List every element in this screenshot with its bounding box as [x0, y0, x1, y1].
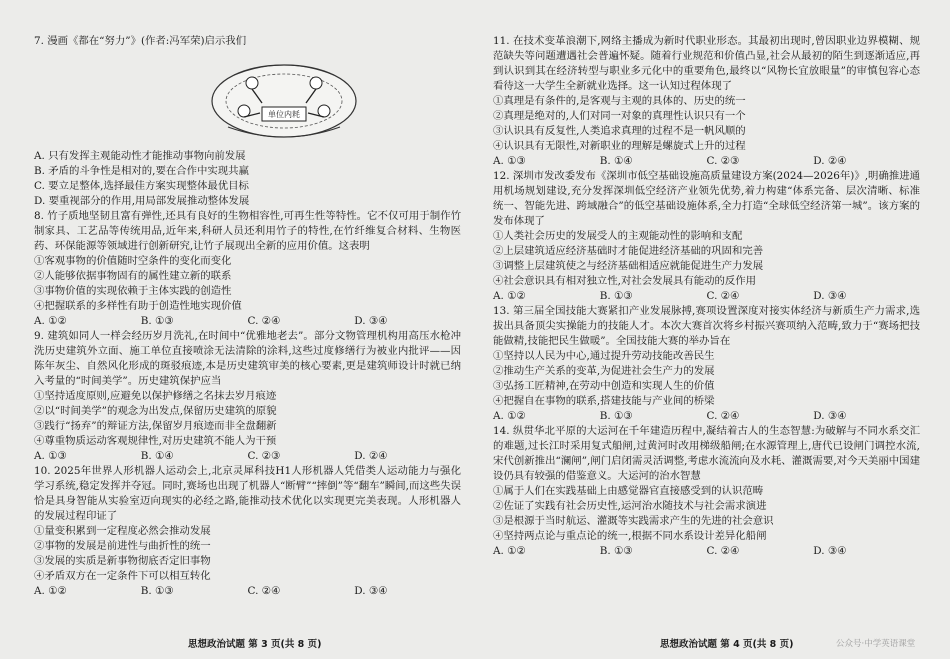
statement-3: ③践行“扬弃”的辩证方法,保留岁月痕迹而非全盘翻新 [34, 420, 277, 432]
cartoon-illustration [204, 53, 364, 145]
question-9 [34, 329, 461, 464]
statement-1: ①客观事物的价值随时空条件的变化而变化 [34, 255, 232, 267]
statement-1: ①坚持适度原则,应避免以保护修缮之名抹去岁月痕迹 [34, 390, 277, 402]
statement-2: ②佐证了实践有社会历史性,运河治水随技术与社会需求演进 [493, 500, 767, 512]
choice-d: D. ③④ [354, 315, 388, 327]
choice-a: A. ①② [493, 545, 526, 557]
answer-choices [34, 584, 461, 599]
statement-1: ①属于人们在实践基础上由感觉器官直接感受到的认识范畴 [493, 485, 764, 497]
statement-4: ④矛盾双方在一定条件下可以相互转化 [34, 570, 211, 582]
statement-1: ①坚持以人民为中心,通过提升劳动技能改善民生 [493, 350, 715, 362]
option-d: D. 要重视部分的作用,用局部发展推动整体发展 [34, 195, 250, 207]
statement-2: ②上层建筑适应经济基础时才能促进经济基础的巩固和完善 [493, 245, 764, 257]
statement-2: ②事物的发展是前进性与曲折性的统一 [34, 540, 211, 552]
choice-b: B. ①④ [140, 450, 174, 462]
statement-1: ①真理是有条件的,是客观与主观的具体的、历史的统一 [493, 95, 746, 107]
choice-c: C. ②④ [247, 585, 281, 597]
statement-3: ③调整上层建筑使之与经济基础相适应就能促进生产力发展 [493, 260, 764, 272]
choice-b: B. ①③ [599, 545, 633, 557]
statement-2: ②推动生产关系的变革,为促进社会生产力的发展 [493, 365, 715, 377]
choice-c: C. ②③ [706, 155, 740, 167]
right-page [475, 0, 950, 659]
statement-3: ③发展的实质是新事物彻底否定旧事物 [34, 555, 211, 567]
choice-c: C. ②④ [706, 410, 740, 422]
choice-a: A. ①③ [34, 450, 67, 462]
choice-a: A. ①② [493, 410, 526, 422]
answer-choices [34, 449, 461, 464]
option-b: B. 矛盾的斗争性是相对的,要在合作中实现共赢 [34, 165, 249, 177]
answer-choices [34, 314, 461, 329]
choice-d: D. ③④ [354, 585, 388, 597]
statement-1: ①量变积累到一定程度必然会推动发展 [34, 525, 211, 537]
choice-a: A. ①② [34, 585, 67, 597]
question-stem: 10. 2025年世界人形机器人运动会上,北京灵犀科技H1人形机器人凭借类人运动能力与强化学习系统,稳定发挥并夺冠。同时,赛场也出现了机器人“断臂”“摔倒”等“翻车”瞬间,而这些失误恰是具身智能从实验室迈向现实的必经之路,能推动技术优化以实现更完美表现。人形机器人的发展过程印证了 [34, 465, 461, 522]
watermark: 公众号·中学英语课堂 [836, 639, 916, 649]
statement-3: ③弘扬工匠精神,在劳动中创造和实现人生的价值 [493, 380, 715, 392]
question-7 [34, 34, 461, 209]
question-12 [493, 169, 920, 304]
statement-3: ③事物价值的实现依赖于主体实践的创造性 [34, 285, 232, 297]
statement-4: ④认识具有无限性,对新职业的理解是螺旋式上升的过程 [493, 140, 746, 152]
statement-4: ④尊重物质运动客观规律性,对历史建筑不能人为干预 [34, 435, 277, 447]
statement-2: ②以“时间美学”的观念为出发点,保留历史建筑的原貌 [34, 405, 277, 417]
choice-b: B. ①③ [599, 290, 633, 302]
answer-choices [493, 409, 920, 424]
statement-4: ④坚持两点论与重点论的统一,根据不同水系设计差异化船闸 [493, 530, 767, 542]
choice-a: A. ①② [493, 290, 526, 302]
option-a: A. 只有发挥主观能动性才能推动事物向前发展 [34, 150, 246, 162]
statement-4: ④把握自在事物的联系,搭建技能与产业间的桥梁 [493, 395, 715, 407]
choice-b: B. ①③ [140, 585, 174, 597]
choice-c: C. ②④ [706, 290, 740, 302]
statement-4: ④社会意识具有相对独立性,对社会发展具有能动的反作用 [493, 275, 757, 287]
page-footer-left: 思想政治试题 第 3 页(共 8 页) [188, 639, 322, 650]
question-stem: 7. 漫画《都在“努力”》(作者:冯军荣)启示我们 [34, 35, 247, 47]
choice-d: D. ③④ [813, 410, 847, 422]
answer-choices [493, 544, 920, 559]
choice-d: D. ③④ [813, 545, 847, 557]
choice-b: B. ①③ [140, 315, 174, 327]
statement-1: ①人类社会历史的发展受人的主观能动性的影响和支配 [493, 230, 743, 242]
question-stem: 9. 建筑如同人一样会经历岁月洗礼,在时间中“优雅地老去”。部分文物管理机构用高压水枪冲洗历史建筑外立面、施工单位直接喷涂无法清除的涂料,这些过度修缮行为被业内批评——因陈年灰尘、自然风化形成的斑驳痕迹,本是历史建筑审美的核心要素,更是建筑师设计时就已纳入考量的“时间美学”。历史建筑保护应当 [34, 330, 461, 387]
answer-choices [493, 289, 920, 304]
question-11 [493, 34, 920, 169]
choice-b: B. ①④ [599, 155, 633, 167]
statement-3: ③是根源于当时航运、灌溉等实践需求产生的先进的社会意识 [493, 515, 774, 527]
choice-a: A. ①③ [493, 155, 526, 167]
question-10 [34, 464, 461, 599]
question-stem: 13. 第三届全国技能大赛紧扣产业发展脉搏,赛项设置深度对接实体经济与新质生产力需求,选拔出具备顶尖实操能力的技能人才。本次大赛首次将乡村振兴赛项纳入范畴,致力于“赛场把技能做精,技能把民生做暖”。全国技能大赛的举办旨在 [493, 305, 920, 347]
answer-choices [493, 154, 920, 169]
question-14 [493, 424, 920, 559]
statement-2: ②真理是绝对的,人们对同一对象的真理性认识只有一个 [493, 110, 746, 122]
question-stem: 14. 纵贯华北平原的大运河在千年建造历程中,凝结着古人的生态智慧:为破解与不同水系交汇的难题,过长江时采用复式船闸,过黄河时改用梯级船闸;在水源管理上,唐代已设闸门调控水流,宋代创新推出“澜闸”,闸门启闭需灵活调整,考虑水流流向及水耗、灌溉需要,对今天美丽中国建设仍具有较强的借鉴意义。大运河的治水智慧 [493, 425, 920, 482]
choice-c: C. ②③ [247, 450, 281, 462]
choice-a: A. ①② [34, 315, 67, 327]
statement-2: ②人能够依据事物固有的属性建立新的联系 [34, 270, 232, 282]
question-13 [493, 304, 920, 424]
choice-d: D. ②④ [354, 450, 388, 462]
page-footer-right: 思想政治试题 第 4 页(共 8 页) [660, 639, 794, 650]
question-8 [34, 209, 461, 329]
statement-4: ④把握联系的多样性有助于创造性地实现价值 [34, 300, 242, 312]
cartoon-label: 单位内耗 [268, 110, 300, 119]
choice-d: D. ③④ [813, 290, 847, 302]
question-stem: 12. 深圳市发改委发布《深圳市低空基础设施高质量建设方案(2024—2026年)》,明确推进通用机场规划建设,充分发挥深圳低空经济产业领先优势,着力构建“体系完备、层次清晰、标准统一、智能先进、跨域融合”的低空基础设施体系,全力打造“全球低空经济第一城”。该方案的发布体现了 [493, 170, 921, 227]
question-stem: 11. 在技术变革浪潮下,网络主播成为新时代职业形态。其最初出现时,曾因职业边界模糊、规范缺失等问题遭遇社会普遍怀疑。随着行业规范和价值凸显,社会从最初的陌生到逐渐适应,再到认识到其在经济转型与职业多元化中的重要角色,最终以“风物长宜放眼量”的审慎包容心态看待这一大学生全新就业选择。这一认知过程体现了 [493, 35, 920, 92]
choice-b: B. ①③ [599, 410, 633, 422]
choice-d: D. ②④ [813, 155, 847, 167]
question-stem: 8. 竹子质地坚韧且富有弹性,还具有良好的生物相容性,可再生性等特性。它不仅可用于制作竹制家具、工艺品等传统用品,近年来,科研人员还利用竹子的特性,在竹纤维复合材料、生物医药、环保能源等领域进行创新研究,让竹子展现出全新的应用价值。这表明 [34, 210, 461, 252]
choice-c: C. ②④ [706, 545, 740, 557]
statement-3: ③认识具有反复性,人类追求真理的过程不是一帆风顺的 [493, 125, 746, 137]
choice-c: C. ②④ [247, 315, 281, 327]
option-c: C. 要立足整体,选择最佳方案实现整体最优目标 [34, 180, 249, 192]
